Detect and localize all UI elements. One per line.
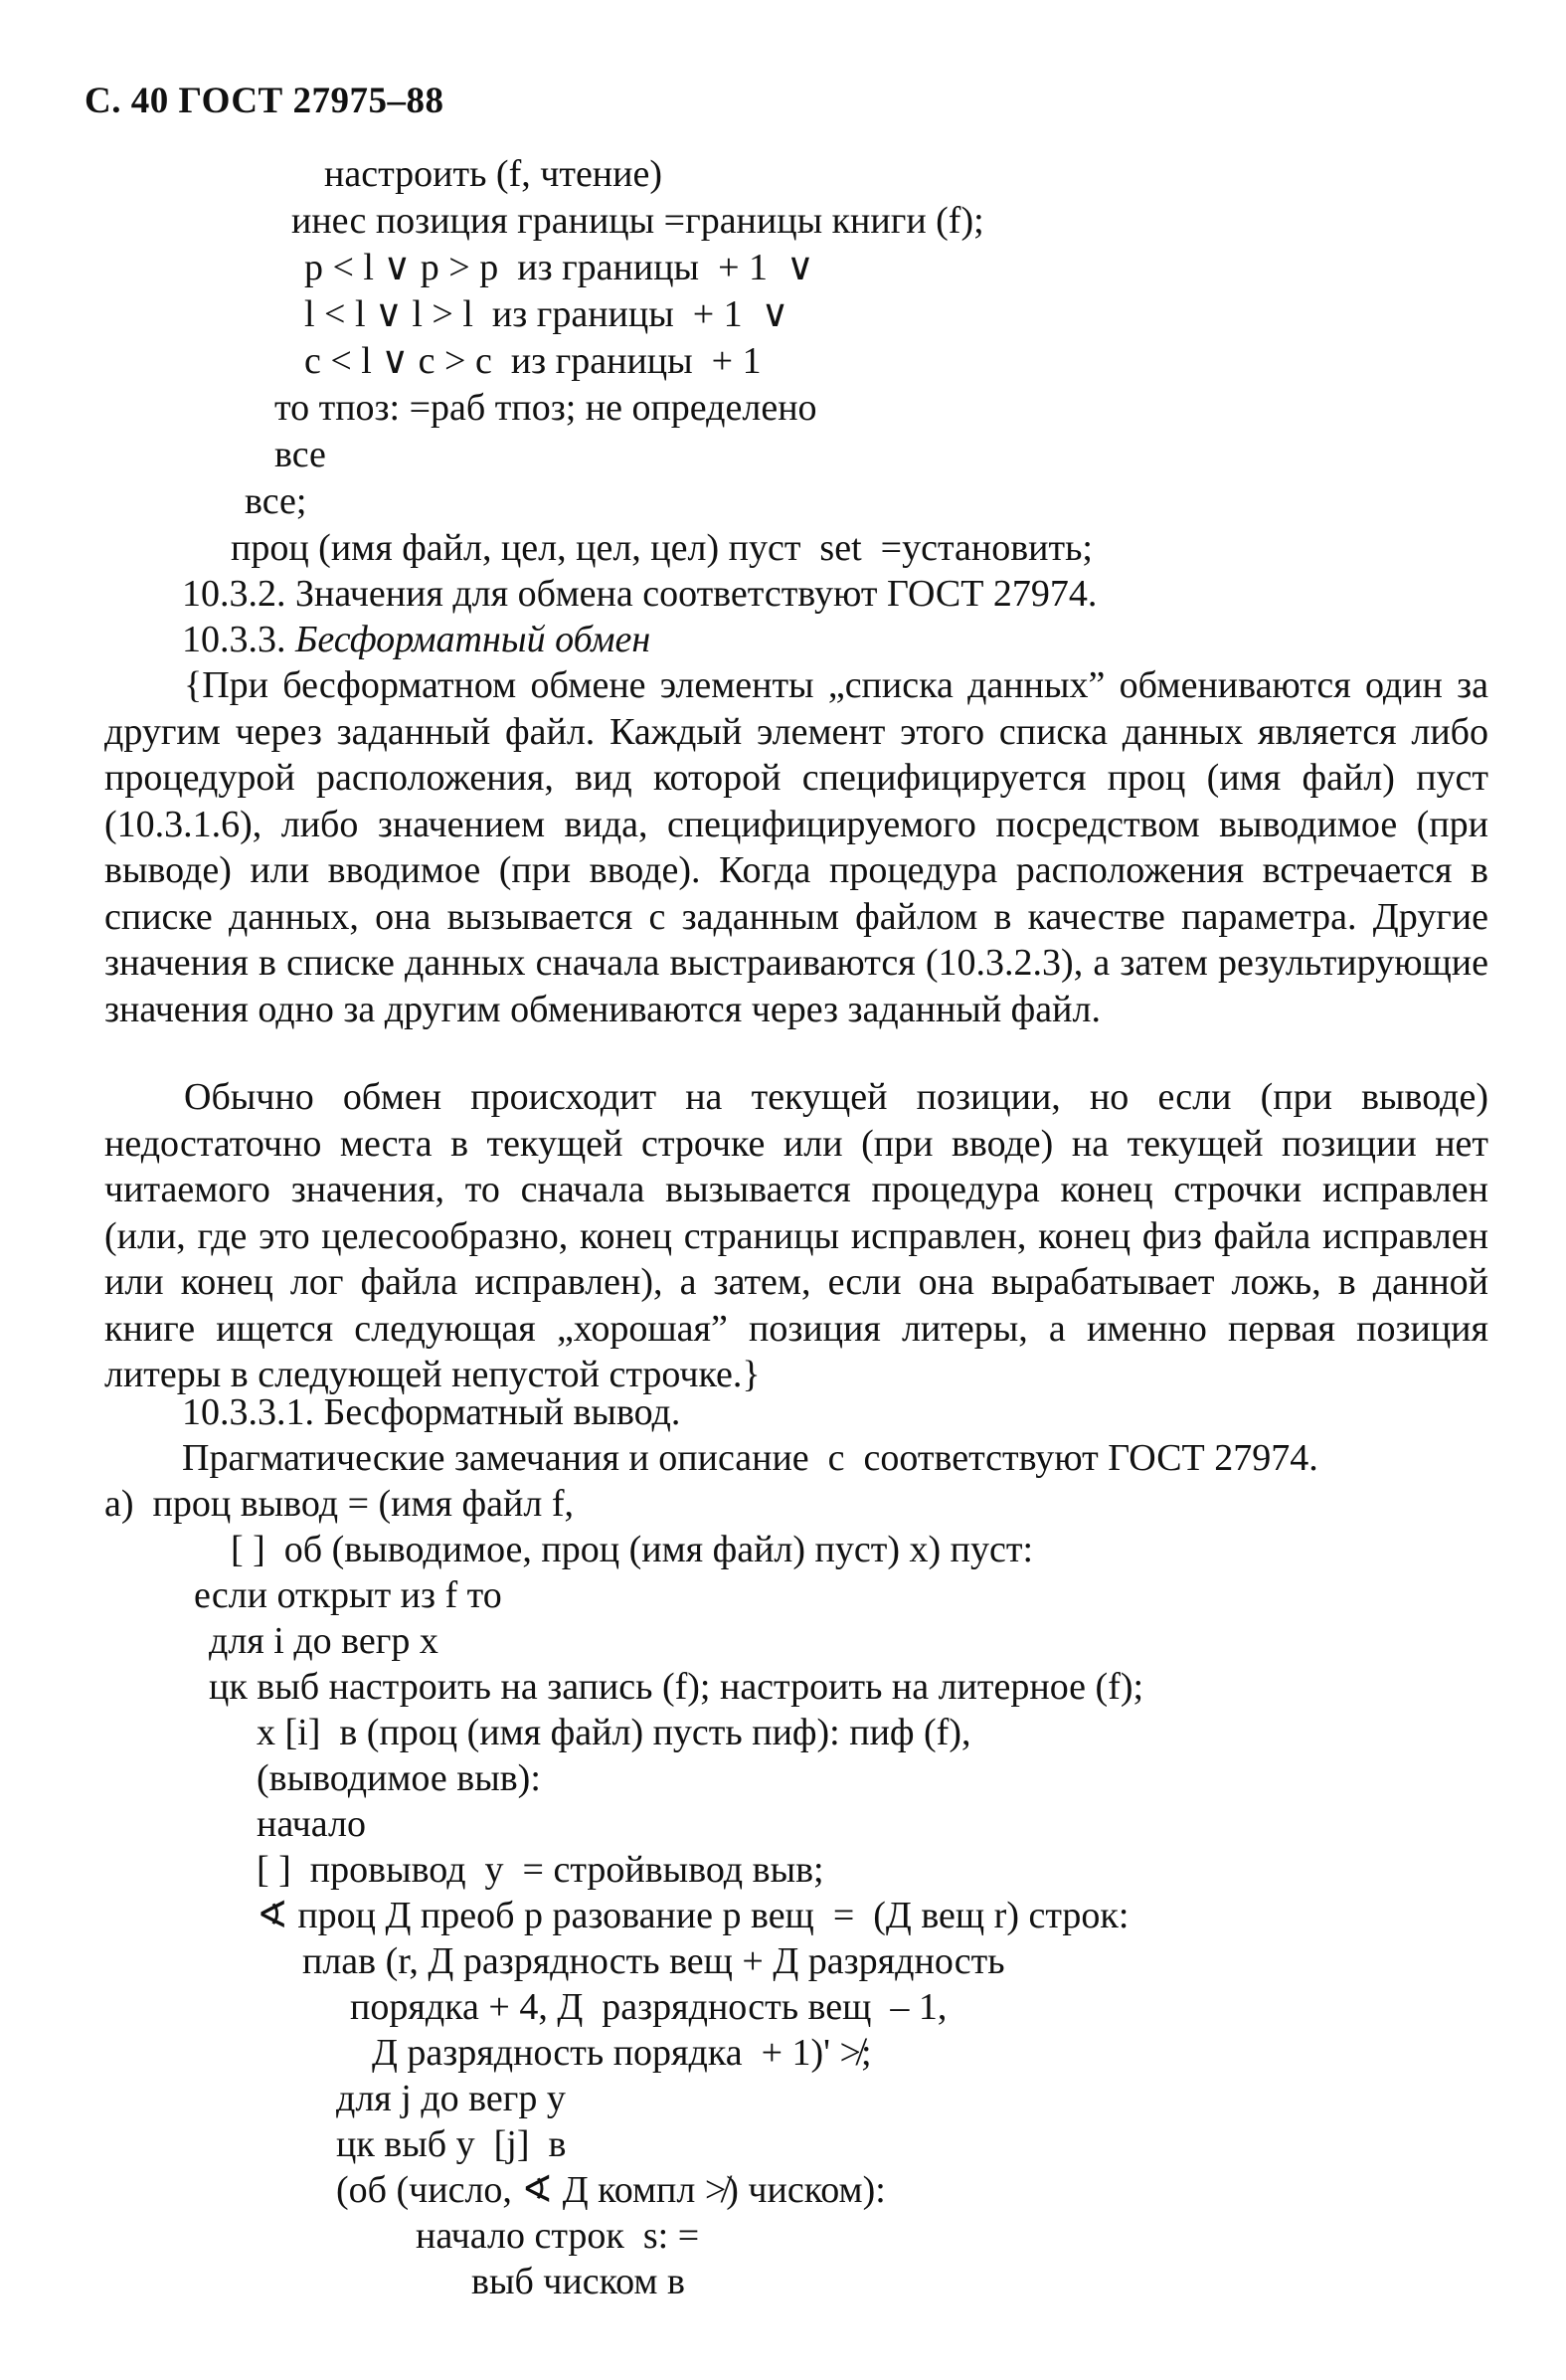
code-line: то тпоз: =раб тпоз; не определено bbox=[274, 387, 817, 429]
clause-title: Бесформатный обмен bbox=[295, 619, 651, 660]
code-line: а) проц вывод = (имя файл f, bbox=[104, 1483, 574, 1525]
code-line: порядка + 4, Д разрядность вещ – 1, bbox=[350, 1986, 948, 2028]
code-line: ∢ проц Д преоб р разование р вещ = (Д вещ r) строк: bbox=[257, 1895, 1130, 1936]
code-line: [ ] об (выводимое, проц (имя файл) пуст) x) пуст: bbox=[231, 1529, 1034, 1570]
clause-number: 10.3.3. bbox=[182, 619, 295, 660]
code-line: цк выб настроить на запись (f); настроить на литерное (f); bbox=[209, 1666, 1144, 1708]
code-line: p < l ∨ p > p из границы + 1 ∨ bbox=[304, 247, 814, 288]
code-line: c < l ∨ c > c из границы + 1 bbox=[304, 340, 762, 382]
code-line: если открыт из f то bbox=[194, 1574, 502, 1616]
paragraph-current-position: Обычно обмен происходит на текущей позиции, но если (при выводе) недостаточно места в текущей строчке или (при вводе) на текущей позиции нет читаемого значения, то сначала вызывается процедура конец строчки исправлен (или, где это целесообразно, конец страницы исправлен, конец физ файла исправлен или конец лог файла исправлен), а затем, если она вырабатывает ложь, в данной книге ищется следующая „хорошая” позиция литеры, а именно первая позиция литеры в следующей непустой строчке.} bbox=[104, 1076, 1488, 1395]
code-line: (выводимое выв): bbox=[257, 1757, 541, 1799]
code-line: все bbox=[274, 434, 326, 475]
page-header: С. 40 ГОСТ 27975–88 bbox=[85, 81, 444, 121]
clause-10-3-3-1: 10.3.3.1. Бесформатный вывод. bbox=[182, 1391, 681, 1433]
code-line: начало bbox=[257, 1803, 366, 1845]
code-line: Д разрядность порядка + 1)' ≯; bbox=[372, 2032, 872, 2074]
code-line: выб чиском в bbox=[471, 2261, 685, 2302]
code-line: инес позиция границы =границы книги (f); bbox=[291, 200, 984, 242]
code-line: [ ] провывод y = стройвывод выв; bbox=[257, 1849, 824, 1891]
code-line: для j до вегр y bbox=[336, 2078, 566, 2119]
code-line: настроить (f, чтение) bbox=[324, 153, 662, 195]
paragraph-unformatted-transput: {При бесформатном обмене элементы „списка данных” обмениваются один за другим через заданный файл. Каждый элемент этого списка данных является либо процедурой расположения, вид которой специфицируется проц (имя файл) пуст (10.3.1.6), либо значением вида, специфицируемого посредством выводимое (при выводе) или вводимое (при вводе). Когда процедура расположения встречается в списке данных, она вызывается с заданным файлом в качестве параметра. Другие значения в списке данных сначала выстраиваются (10.3.2.3), а затем результирующие значения одно за другим обмениваются через заданный файл. bbox=[104, 664, 1488, 1030]
clause-10-3-2: 10.3.2. Значения для обмена соответствуют ГОСТ 27974. bbox=[182, 573, 1098, 615]
clause-10-3-3-heading bbox=[182, 617, 650, 662]
code-line: плав (r, Д разрядность вещ + Д разрядность bbox=[302, 1940, 1005, 1982]
code-line: все; bbox=[245, 480, 307, 522]
code-line: цк выб y [j] в bbox=[336, 2123, 567, 2165]
code-line: проц (имя файл, цел, цел, цел) пуст set =установить; bbox=[231, 527, 1093, 569]
code-line: l < l ∨ l > l из границы + 1 ∨ bbox=[304, 293, 789, 335]
code-line: (об (число, ∢ Д компл ≯) чиском): bbox=[336, 2169, 886, 2211]
pragmatic-note: Прагматические замечания и описание c соответствуют ГОСТ 27974. bbox=[182, 1437, 1318, 1479]
code-line: для i до вегр x bbox=[209, 1620, 438, 1662]
code-line: начало строк s: = bbox=[416, 2215, 700, 2257]
code-line: x [i] в (проц (имя файл) пусть пиф): пиф (f), bbox=[257, 1712, 971, 1753]
